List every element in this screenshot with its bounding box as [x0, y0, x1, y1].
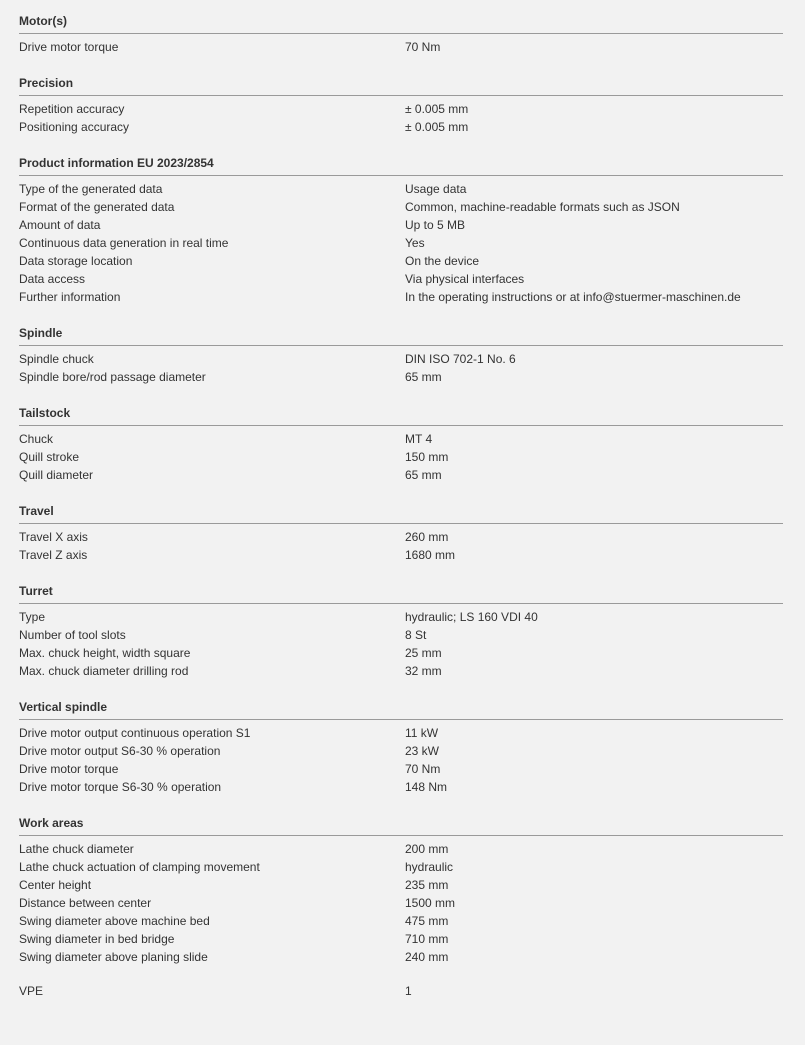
spec-value: 1680 mm	[405, 548, 456, 562]
spec-value: 148 Nm	[405, 780, 448, 794]
spec-label: Travel Z axis	[19, 548, 88, 562]
spec-label: Center height	[19, 878, 92, 892]
spec-value: 8 St	[405, 628, 427, 642]
spec-row	[19, 644, 783, 662]
spec-label: Continuous data generation in real time	[19, 236, 229, 250]
spec-row	[19, 216, 783, 234]
spec-label: Type of the generated data	[19, 182, 163, 196]
spec-label: Spindle bore/rod passage diameter	[19, 370, 206, 384]
spec-value: hydraulic; LS 160 VDI 40	[405, 610, 538, 624]
spec-row	[19, 528, 783, 546]
spec-row	[19, 930, 783, 948]
spec-value: 240 mm	[405, 950, 449, 964]
spec-value: 11 kW	[405, 726, 439, 740]
spec-row	[19, 742, 783, 760]
spec-row	[19, 760, 783, 778]
section-title: Spindle	[19, 322, 783, 346]
spec-label: Data access	[19, 272, 86, 286]
spec-row	[19, 288, 783, 306]
section-precision	[19, 72, 783, 136]
spec-label: Drive motor torque	[19, 762, 119, 776]
spec-value: 32 mm	[405, 664, 442, 678]
spec-row	[19, 546, 783, 564]
spec-row	[19, 912, 783, 930]
spec-label: Quill stroke	[19, 450, 80, 464]
spec-label: Lathe chuck actuation of clamping movement	[19, 860, 260, 874]
spec-value: 70 Nm	[405, 762, 441, 776]
spec-value: 235 mm	[405, 878, 449, 892]
spec-row	[19, 234, 783, 252]
spec-row	[19, 198, 783, 216]
spec-label: VPE	[19, 984, 44, 998]
spec-label: Max. chuck height, width square	[19, 646, 191, 660]
spec-row	[19, 448, 783, 466]
section-title: Motor(s)	[19, 10, 783, 34]
section-work-areas	[19, 812, 783, 966]
spec-row	[19, 118, 783, 136]
section-travel	[19, 500, 783, 564]
spec-row	[19, 840, 783, 858]
section-turret	[19, 580, 783, 680]
section-title: Product information EU 2023/2854	[19, 152, 783, 176]
spec-row	[19, 858, 783, 876]
spec-value: 260 mm	[405, 530, 449, 544]
spec-value: hydraulic	[405, 860, 454, 874]
spec-label: Drive motor output S6-30 % operation	[19, 744, 221, 758]
spec-value: In the operating instructions or at info@stuermer-maschinen.de	[405, 290, 741, 304]
section-title: Tailstock	[19, 402, 783, 426]
spec-label: Further information	[19, 290, 121, 304]
spec-value: 1500 mm	[405, 896, 456, 910]
spec-label: Number of tool slots	[19, 628, 126, 642]
spec-label: Max. chuck diameter drilling rod	[19, 664, 189, 678]
section-title: Turret	[19, 580, 783, 604]
spec-row-vpe	[19, 982, 783, 1000]
spec-label: Data storage location	[19, 254, 133, 268]
spec-value: 65 mm	[405, 468, 442, 482]
spec-row	[19, 430, 783, 448]
section-title: Vertical spindle	[19, 696, 783, 720]
spec-row	[19, 778, 783, 796]
spec-label: Spindle chuck	[19, 352, 94, 366]
spec-row	[19, 466, 783, 484]
spec-value: 475 mm	[405, 914, 449, 928]
spec-row	[19, 180, 783, 198]
spec-value: Up to 5 MB	[405, 218, 466, 232]
spec-row	[19, 368, 783, 386]
spec-row	[19, 876, 783, 894]
spec-label: Format of the generated data	[19, 200, 175, 214]
section-title: Precision	[19, 72, 783, 96]
spec-label: Positioning accuracy	[19, 120, 130, 134]
spec-row	[19, 894, 783, 912]
spec-label: Quill diameter	[19, 468, 94, 482]
spec-label: Distance between center	[19, 896, 152, 910]
spec-label: Lathe chuck diameter	[19, 842, 134, 856]
spec-label: Swing diameter in bed bridge	[19, 932, 175, 946]
spec-row	[19, 350, 783, 368]
spec-row	[19, 626, 783, 644]
spec-label: Drive motor torque S6-30 % operation	[19, 780, 222, 794]
spec-value: 23 kW	[405, 744, 440, 758]
spec-row	[19, 948, 783, 966]
spec-value: ± 0.005 mm	[405, 102, 469, 116]
spec-row	[19, 38, 783, 56]
spec-value: 1	[405, 984, 412, 998]
spec-value: 65 mm	[405, 370, 442, 384]
spec-row	[19, 270, 783, 288]
section-tailstock	[19, 402, 783, 484]
spec-row	[19, 662, 783, 680]
spec-value: Usage data	[405, 182, 467, 196]
spec-row	[19, 724, 783, 742]
spec-label: Swing diameter above planing slide	[19, 950, 208, 964]
section-motors	[19, 10, 783, 56]
spec-row	[19, 608, 783, 626]
spec-value: On the device	[405, 254, 480, 268]
spec-value: ± 0.005 mm	[405, 120, 469, 134]
spec-label: Swing diameter above machine bed	[19, 914, 210, 928]
spec-value: MT 4	[405, 432, 433, 446]
spec-value: 200 mm	[405, 842, 449, 856]
spec-label: Drive motor output continuous operation S1	[19, 726, 251, 740]
section-spindle	[19, 322, 783, 386]
spec-label: Drive motor torque	[19, 40, 119, 54]
spec-label: Repetition accuracy	[19, 102, 125, 116]
spec-value: Common, machine-readable formats such as JSON	[405, 200, 680, 214]
spec-value: 710 mm	[405, 932, 449, 946]
section-title: Travel	[19, 500, 783, 524]
spec-row	[19, 100, 783, 118]
spec-value: 150 mm	[405, 450, 449, 464]
section-product-information	[19, 152, 783, 306]
spec-value: 70 Nm	[405, 40, 441, 54]
spec-value: DIN ISO 702-1 No. 6	[405, 352, 516, 366]
spec-label: Travel X axis	[19, 530, 88, 544]
spec-row	[19, 252, 783, 270]
spec-value: Via physical interfaces	[405, 272, 525, 286]
spec-value: Yes	[405, 236, 425, 250]
spec-label: Type	[19, 610, 46, 624]
section-title: Work areas	[19, 812, 783, 836]
spec-value: 25 mm	[405, 646, 442, 660]
spec-table	[19, 10, 783, 1000]
section-vertical-spindle	[19, 696, 783, 796]
spec-label: Chuck	[19, 432, 54, 446]
spec-label: Amount of data	[19, 218, 101, 232]
